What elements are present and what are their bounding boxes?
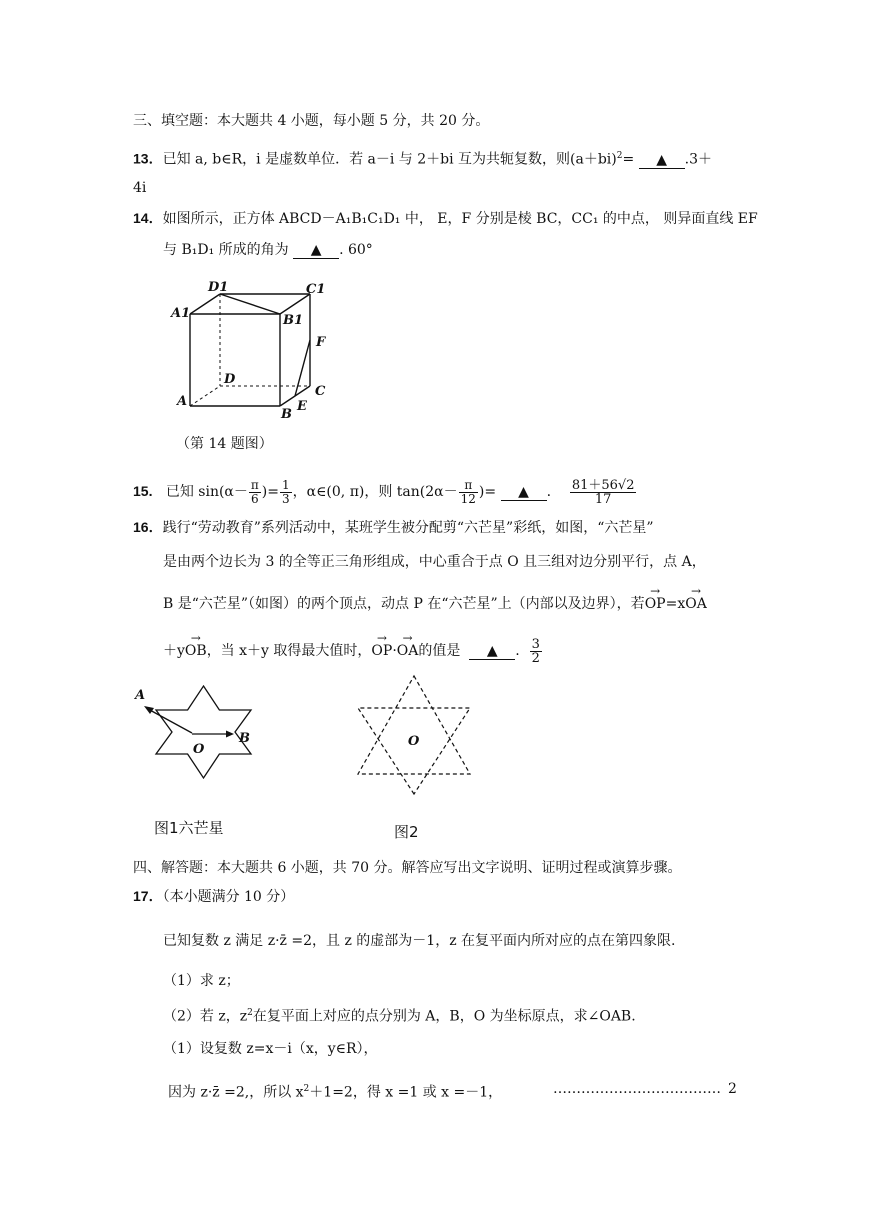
answer-denominator: 17: [594, 491, 612, 507]
vector-oa-dot: → OA: [397, 636, 419, 666]
question-17-exponent: 2: [247, 1008, 253, 1018]
question-15-answer: [570, 479, 637, 506]
question-17-part-2-text: 在复平面上对应的点分别为 A，B，O 为坐标原点，求∠OAB.: [252, 1008, 636, 1025]
label-f: F: [316, 335, 326, 350]
question-17-part-2-prefix: （2）若 z，z: [163, 1008, 248, 1025]
question-14-line-1: [133, 208, 758, 229]
question-13-exponent: 2: [616, 151, 623, 161]
triangle-up: [358, 676, 470, 774]
question-16-text-3: B 是“六芒星”（如图）的两个顶点，动点 P 在“六芒星”上（内部以及边界），若: [163, 596, 645, 612]
question-15-answer-blank: ▲: [501, 484, 547, 501]
question-13-number: 13．: [133, 150, 163, 167]
triangle-down: [358, 708, 470, 794]
fraction-pi-over-12: [459, 479, 478, 506]
question-17-line-1: 已知复数 z 满足 z·z̄ =2，且 z 的虚部为－1，z 在复平面内所对应的点在第四象限.: [163, 933, 676, 949]
figure-2-caption: 图2: [394, 823, 419, 841]
fraction-numerator: 1: [281, 477, 290, 492]
question-16-line-2: 是由两个边长为 3 的全等正三角形组成，中心重合于点 O 且三组对边分别平行，点 A，: [163, 554, 706, 570]
question-13-answer-part-b: 4i: [133, 180, 147, 196]
question-13-answer-blank: ▲: [639, 152, 685, 169]
score-leader-dots: ………………………………: [553, 1081, 721, 1097]
vector-oa: → OA: [685, 594, 707, 614]
solution-step-1: （1）设复数 z=x－i（x，y∈R），: [163, 1041, 378, 1057]
dot-product-symbol: ·: [392, 643, 397, 659]
label-c: C: [315, 384, 326, 399]
question-16-answer-blank: ▲: [469, 643, 515, 660]
question-14-answer-blank: ▲: [293, 242, 339, 259]
question-16-line-3: [163, 594, 707, 614]
question-17-title: [133, 886, 294, 907]
question-14-line-2: [163, 240, 373, 260]
solution-step-2-prefix: 因为 z·z̄ =2,，所以 x: [168, 1084, 304, 1101]
question-16-answer: [530, 638, 542, 665]
plus-y: ＋y: [163, 643, 185, 659]
question-14-answer: . 60°: [339, 242, 373, 258]
fraction-denominator: 3: [281, 491, 290, 506]
answer-denominator: 2: [531, 650, 540, 666]
label-a: A: [135, 688, 146, 703]
question-15-mid-1: )=: [261, 484, 279, 500]
question-16-number: 16．: [133, 519, 163, 535]
question-16-line-1: [133, 517, 654, 538]
fraction-one-third: [280, 479, 292, 506]
question-14-line-2-prefix: 与 B₁D₁ 所成的角为: [163, 242, 289, 258]
cube-figure: [168, 278, 348, 423]
question-16-text-1: 践行“劳动教育”系列活动中，某班学生被分配剪“六芒星”彩纸，如图，“六芒星”: [162, 520, 654, 536]
edge-b1-c1: [280, 294, 310, 314]
hidden-edge-a-d: [190, 386, 220, 406]
hexagram-figure-1: [130, 682, 270, 782]
question-15-dot: .: [546, 484, 552, 500]
vector-op-dot: → OP: [371, 636, 392, 666]
question-16-text-5: 的值是: [418, 643, 461, 659]
question-16-dot: .: [515, 643, 520, 659]
question-15-mid-3: )=: [478, 484, 497, 500]
arrowhead-a: [144, 706, 154, 714]
question-17-score-note: （本小题满分 10 分）: [162, 889, 295, 905]
question-15: [133, 476, 637, 507]
question-17-number: 17．: [133, 888, 163, 904]
figure-14-caption: （第 14 题图）: [176, 436, 273, 452]
label-b1: B1: [283, 313, 304, 328]
label-e: E: [297, 399, 307, 414]
answer-numerator: 81＋56√2: [571, 477, 635, 493]
question-13-answer-part-a: .3＋: [684, 151, 713, 168]
fraction-pi-over-6: [249, 479, 261, 506]
vector-op: → OP: [645, 594, 666, 614]
label-o: O: [193, 742, 205, 757]
edge-a1-d1: [190, 294, 220, 314]
segment-d1-b1: [220, 294, 280, 314]
hexagram-outline: [156, 686, 251, 778]
question-13-equals: =: [622, 151, 635, 168]
label-d1: D1: [208, 280, 229, 295]
label-b: B: [281, 407, 292, 422]
question-15-prefix: 已知 sin(α－: [165, 484, 248, 500]
question-15-mid-2: ，α∈(0, π)，则 tan(2α－: [292, 484, 458, 500]
fraction-denominator: 6: [251, 491, 259, 506]
fraction-denominator: 12: [460, 491, 476, 506]
fraction-numerator: π: [250, 477, 259, 492]
label-c1: C1: [306, 282, 326, 297]
label-a: A: [177, 394, 188, 409]
question-14-text: 如图所示，正方体 ABCD－A₁B₁C₁D₁ 中， E，F 分别是棱 BC，CC₁ 的中点， 则异面直线 EF: [162, 211, 758, 227]
question-17-part-1: （1）求 z；: [163, 973, 240, 989]
solution-step-2-text: ＋1=2，得 x =1 或 x =－1，: [309, 1084, 503, 1101]
question-14-number: 14．: [133, 210, 163, 226]
question-13: [133, 146, 712, 170]
section-three-heading: 三、填空题：本大题共 4 小题，每小题 5 分，共 20 分。: [133, 113, 490, 129]
question-15-number: 15.: [133, 483, 153, 499]
solution-exponent: 2: [303, 1084, 310, 1094]
section-four-heading: 四、解答题：本大题共 6 小题，共 70 分。解答应写出文字说明、证明过程或演算步骤。: [133, 860, 682, 876]
figure-1-caption: 图1六芒星: [154, 819, 224, 837]
score-value: 2: [728, 1081, 737, 1097]
question-16-line-4: [163, 636, 543, 666]
vector-ob: → OB: [185, 636, 207, 666]
hexagram-figure-2: [350, 670, 480, 800]
fraction-numerator: π: [459, 479, 478, 493]
solution-step-2: [168, 1079, 502, 1103]
answer-numerator: 3: [531, 636, 540, 652]
label-d: D: [224, 372, 236, 387]
question-13-text: 已知 a, b∈R，i 是虚数单位．若 a－i 与 2＋bi 互为共轭复数，则(a＋bi): [162, 151, 617, 168]
label-a1: A1: [171, 306, 191, 321]
label-o: O: [408, 734, 420, 749]
question-17-part-2: [163, 1003, 636, 1027]
label-b: B: [239, 731, 250, 746]
equals-x: =x: [665, 596, 686, 612]
question-16-text-4: ，当 x＋y 取得最大值时，: [206, 643, 372, 659]
